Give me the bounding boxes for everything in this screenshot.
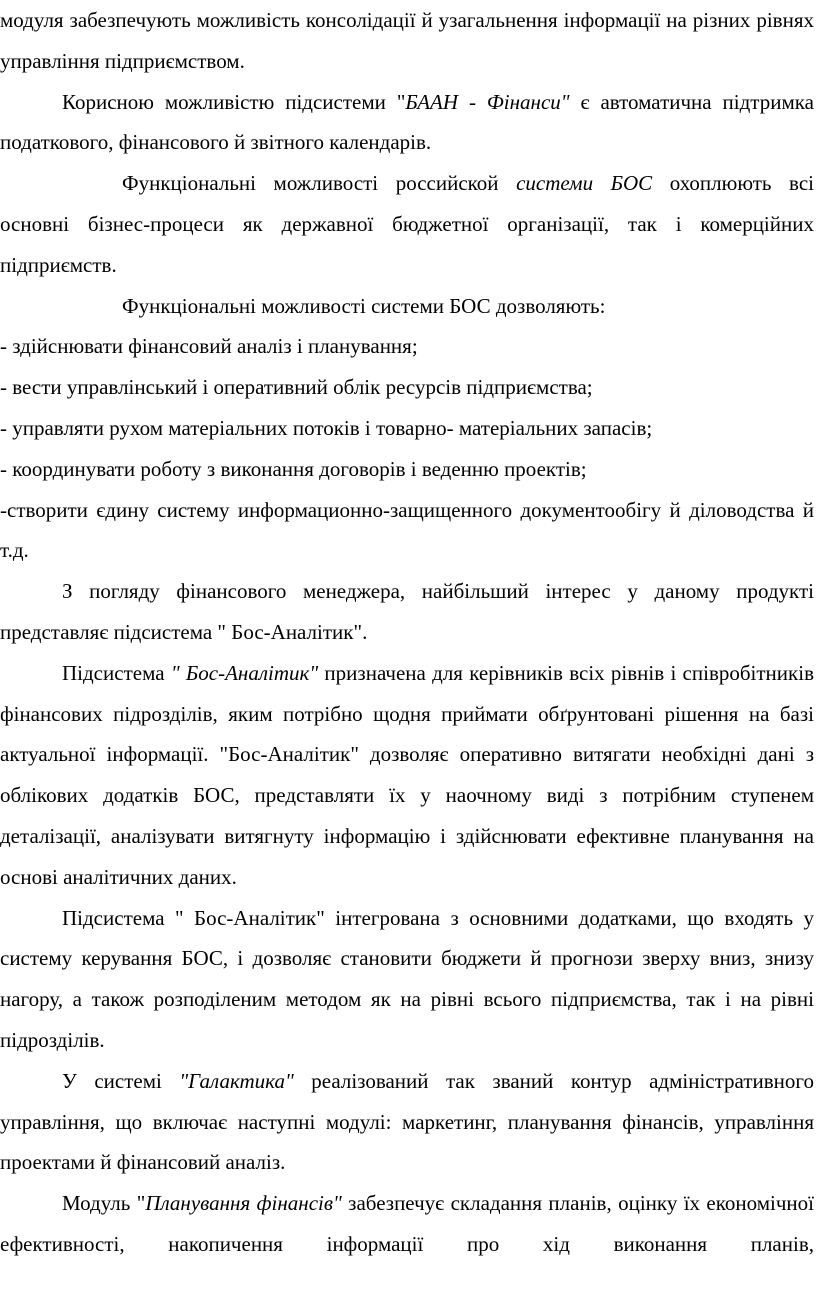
paragraph [0, 898, 814, 1061]
paragraph [0, 408, 814, 449]
text-run: - координувати роботу з виконання договорів і веденню проектів; [0, 456, 587, 481]
paragraph [0, 449, 814, 490]
text-run: Підсистема " Бос-Аналітик" інтегрована з основними додатками, що входять у систему керування БОС, і дозволяє становити бюджети й прогнози зверху вниз, знизу нагору, а також розподіленим методом як на рівні всього підприємства, так і на рівні підрозділів. [0, 905, 814, 1052]
text-run: є автоматична підтримка податкового, фінансового й звітного календарів. [0, 89, 814, 155]
italic-text-run: БААН - Фінанси" [405, 89, 570, 114]
paragraph [0, 0, 814, 82]
text-run: З погляду фінансового менеджера, найбільший інтерес у даному продукті представляє підсистема " Бос-Аналітик". [0, 579, 814, 644]
paragraph [0, 490, 814, 572]
paragraph [0, 286, 814, 327]
text-run: модуля забезпечують можливість консолідації й узагальнення інформації на різних рівнях управління підприємством. [0, 8, 814, 73]
text-run: Корисною можливістю підсистеми " [62, 89, 406, 114]
paragraph [0, 1183, 814, 1265]
text-run: Модуль " [62, 1191, 146, 1216]
italic-text-run: Планування фінансів" [145, 1191, 342, 1216]
text-run: призначена для керівників всіх рівнів і співробітників фінансових підрозділів, яким потрібно щодня приймати обґрунтовані рішення на базі актуальної інформації. "Бос-Аналітик" дозволяє оперативно витягати необхідні дані з облікових додатків БОС, представляти їх у наочному виді з потрібним ступенем деталізації, аналізувати витягнуту інформацію і здійснювати ефективне планування на основі аналітичних даних. [0, 660, 814, 889]
text-run: - здійснювати фінансовий аналіз і планування; [0, 334, 418, 359]
italic-text-run: системи БОС [516, 171, 653, 196]
text-run: реалізований так званий контур адміністративного управління, що включає наступні модулі: маркетинг, планування фінансів, управління проектами й фінансовий аналіз. [0, 1068, 814, 1175]
text-run: - управляти рухом матеріальних потоків і товарно- матеріальних запасів; [0, 415, 653, 440]
text-run: охоплюють всі основні бізнес-процеси як державної бюджетної організації, так і комерційних підприємств. [0, 171, 814, 277]
text-run: - вести управлінський і оперативний облік ресурсів підприємства; [0, 375, 593, 400]
text-run: Підсистема [62, 660, 171, 685]
paragraph [0, 82, 814, 164]
text-run: забезпечує складання планів, оцінку їх економічної ефективності, накопичення інформації про хід виконання планів, [0, 1191, 814, 1256]
paragraph [0, 163, 814, 285]
paragraph [0, 326, 814, 367]
italic-text-run: " Бос-Аналітик" [170, 660, 319, 685]
text-run: Функціональні можливості российской [122, 171, 517, 196]
paragraph [0, 653, 814, 898]
paragraph [0, 367, 814, 408]
italic-text-run: "Галактика" [179, 1068, 294, 1093]
text-run: -створити єдину систему информационно-защищенного документообігу й діловодства й т.д. [0, 497, 814, 563]
paragraph [0, 571, 814, 653]
text-run: Функціональні можливості системи БОС дозволяють: [122, 293, 606, 318]
paragraph [0, 1061, 814, 1183]
text-run: У системі [62, 1068, 180, 1093]
